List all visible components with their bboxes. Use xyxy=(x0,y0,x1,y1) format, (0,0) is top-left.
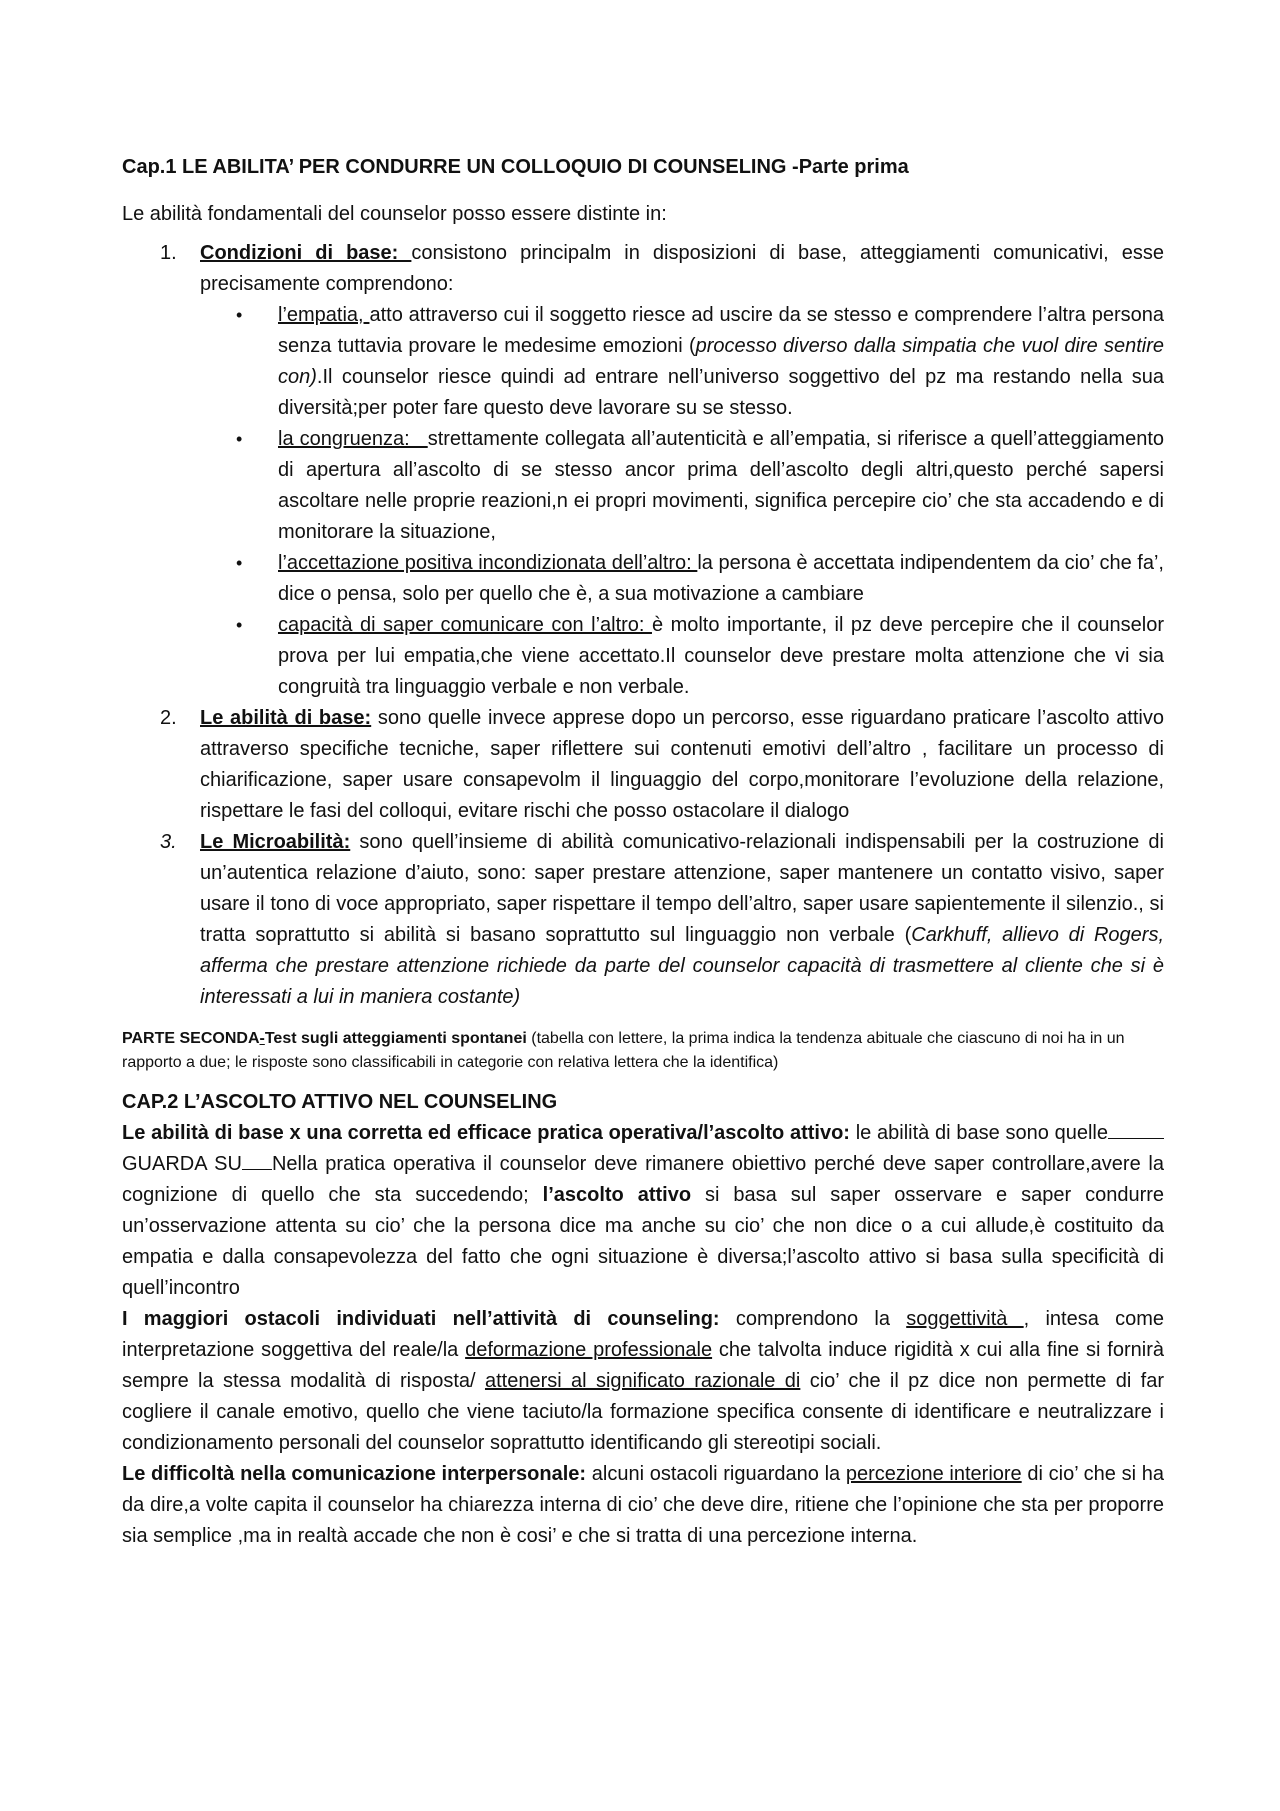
subitem-label: l’empatia, xyxy=(278,304,370,326)
sublist-item-accettazione xyxy=(200,548,1164,610)
paragraph-text-3: che talvolta induce rigidità x cui alla fine si fornirà sempre la stessa modalità di risposta/ xyxy=(122,1339,1164,1392)
item-text: consistono principalm in disposizioni di base, atteggiamenti comunicativi, esse precisamente comprendono: xyxy=(200,242,1165,295)
item-text: sono quelle invece apprese dopo un percorso, esse riguardano praticare l’ascolto attivo attraverso specifiche tecniche, saper riflettere sui contenuti emotivi dell’altro , facilitare un processo di chiarificazione, saper usare consapevolm il linguaggio del corpo,monitorare l’evoluzione della relazione, rispettare le fasi del colloqui, evitare rischi che posso ostacolare il dialogo xyxy=(200,707,1164,822)
document-body xyxy=(122,152,1164,1552)
paragraph-text-2: di cio’ che si ha da dire,a volte capita il counselor ha chiarezza interna di cio’ che deve dire, ritiene che l’opinione che sta per proporre sia semplice ,ma in realtà accade che non è cosi’ e che si tratta di una percezione interna. xyxy=(122,1463,1164,1547)
list-number: 3. xyxy=(160,831,177,853)
sublist-item-congruenza xyxy=(200,424,1164,548)
item-label: Condizioni di base: xyxy=(200,242,412,264)
subitem-text-2: .Il counselor riesce quindi ad entrare nell’universo soggettivo del pz ma restando nella sua diversità;per poter fare questo deve lavorare su se stesso. xyxy=(278,366,1164,419)
paragraph-text: le abilità di base sono quelle xyxy=(849,1122,1108,1144)
item-italic: Carkhuff, allievo di Rogers, afferma che prestare attenzione richiede da parte del counselor capacità di trasmettere al cliente che si è interessati a lui in maniera costante) xyxy=(200,924,1165,1008)
subitem-label: capacità di saper comunicare con l’altro: xyxy=(278,614,652,636)
paragraph-text-2: Nella pratica operativa il counselor deve rimanere obiettivo perché deve saper controllare,avere la cognizione di quello che sta succedendo; xyxy=(122,1153,1164,1206)
blank-line xyxy=(1108,1120,1164,1139)
bullet-icon: • xyxy=(236,553,243,573)
underlined-term: soggettività xyxy=(906,1308,1024,1330)
parte-seconda-text: (tabella con lettere, la prima indica la tendenza abituale che ciascuno di noi ha in un rapporto a due; le risposte sono classificabili in categorie con relativa lettera che la identifica) xyxy=(122,1030,1125,1071)
bullet-icon: • xyxy=(236,305,243,325)
paragraph-heading: Le difficoltà nella comunicazione interpersonale: xyxy=(122,1463,587,1485)
sublist-item-comunicare xyxy=(200,610,1164,703)
ostacoli-paragraph xyxy=(122,1304,1164,1459)
subitem-text: strettamente collegata all’autenticità e all’empatia, si riferisce a quell’atteggiamento di apertura all’ascolto di se stesso ancor prima dell’ascolto degli altri,questo perché sapersi ascoltare nelle proprie reazioni,n ei propri movimenti, significa percepire cio’ che sta accadendo e di monitorare la situazione, xyxy=(278,428,1165,543)
ascolto-attivo-paragraph xyxy=(122,1118,1164,1304)
paragraph-text: alcuni ostacoli riguardano la xyxy=(586,1463,846,1485)
list-item-abilita-base xyxy=(122,703,1164,827)
paragraph-heading: I maggiori ostacoli individuati nell’attività di counseling: xyxy=(122,1308,720,1330)
chapter-1-title: Cap.1 LE ABILITA’ PER CONDURRE UN COLLOQUIO DI COUNSELING -Parte prima xyxy=(122,156,909,178)
blank-line xyxy=(242,1151,272,1170)
list-item-condizioni xyxy=(122,238,1164,703)
sublist-item-empatia xyxy=(200,300,1164,424)
underlined-term-2: deformazione professionale xyxy=(465,1339,713,1361)
subitem-text: la persona è accettata indipendentem da cio’ che fa’, dice o pensa, solo per quello che è, a sua motivazione a cambiare xyxy=(278,552,1164,605)
paragraph-text: comprendono la xyxy=(719,1308,907,1330)
condizioni-sublist xyxy=(200,300,1164,703)
chapter-2-title: CAP.2 L’ASCOLTO ATTIVO NEL COUNSELING xyxy=(122,1091,558,1113)
bullet-icon: • xyxy=(236,429,243,449)
bullet-icon: • xyxy=(236,615,243,635)
subitem-italic: processo diverso dalla simpatia che vuol dire sentire con) xyxy=(278,335,1164,388)
chapter-1-intro: Le abilità fondamentali del counselor posso essere distinte in: xyxy=(122,203,667,225)
difficolta-paragraph xyxy=(122,1459,1164,1552)
paragraph-text-3: si basa sul saper osservare e saper condurre un’osservazione attenta su cio’ che la persona dice ma anche su cio’ che non dice o a cui allude,è costituito da empatia e dalla consapevolezza del fatto che ogni situazione è diversa;l’ascolto attivo si basa sulla specificità di quell’incontro xyxy=(122,1184,1165,1299)
subitem-label: l’accettazione positiva incondizionata dell’altro: xyxy=(278,552,698,574)
list-item-microabilita xyxy=(122,827,1164,1013)
subitem-text: è molto importante, il pz deve percepire che il counselor prova per lui empatia,che viene accettato.Il counselor deve prestare molta attenzione che vi sia congruità tra linguaggio verbale e non verbale. xyxy=(278,614,1165,698)
paragraph-text-guarda: GUARDA SU xyxy=(122,1153,242,1175)
paragraph-bold-term: l’ascolto attivo xyxy=(542,1184,692,1206)
paragraph-heading: Le abilità di base x una corretta ed efficace pratica operativa/l’ascolto attivo: xyxy=(122,1122,850,1144)
parte-seconda-test-label: Test sugli atteggiamenti spontanei xyxy=(264,1030,527,1047)
list-number: 1. xyxy=(160,242,177,264)
abilities-list xyxy=(122,238,1164,1013)
item-label: Le abilità di base: xyxy=(200,707,372,729)
parte-seconda-dash: - xyxy=(259,1030,265,1047)
list-number: 2. xyxy=(160,707,177,729)
parte-seconda-paragraph xyxy=(122,1027,1164,1075)
paragraph-text-2: , intesa come interpretazione soggettiva del reale/la xyxy=(122,1308,1164,1361)
subitem-label: la congruenza: xyxy=(278,428,428,450)
underlined-term: percezione interiore xyxy=(845,1463,1022,1485)
parte-seconda-label: PARTE SECONDA xyxy=(122,1030,260,1047)
paragraph-text-4: cio’ che il pz dice non permette di far cogliere il canale emotivo, quello che viene taciuto/la formazione specifica consente di identificare e neutralizzare i condizionamento personali del counselor soprattutto identificando gli stereotipi sociali. xyxy=(122,1370,1164,1454)
underlined-term-3: attenersi al significato razionale di xyxy=(484,1370,801,1392)
subitem-text: atto attraverso cui il soggetto riesce ad uscire da se stesso e comprendere l’altra persona senza tuttavia provare le medesime emozioni ( xyxy=(278,304,1164,357)
item-label: Le Microabilità: xyxy=(200,831,351,853)
item-text: sono quell’insieme di abilità comunicativo-relazionali indispensabili per la costruzione di un’autentica relazione d’aiuto, sono: saper prestare attenzione, saper mantenere un contatto visivo, saper usare il tono di voce appropriato, saper rispettare il tempo dell’altro, saper usare sapientemente il silenzio., si tratta soprattutto si abilità si basano soprattutto sul linguaggio non verbale ( xyxy=(200,831,1164,946)
